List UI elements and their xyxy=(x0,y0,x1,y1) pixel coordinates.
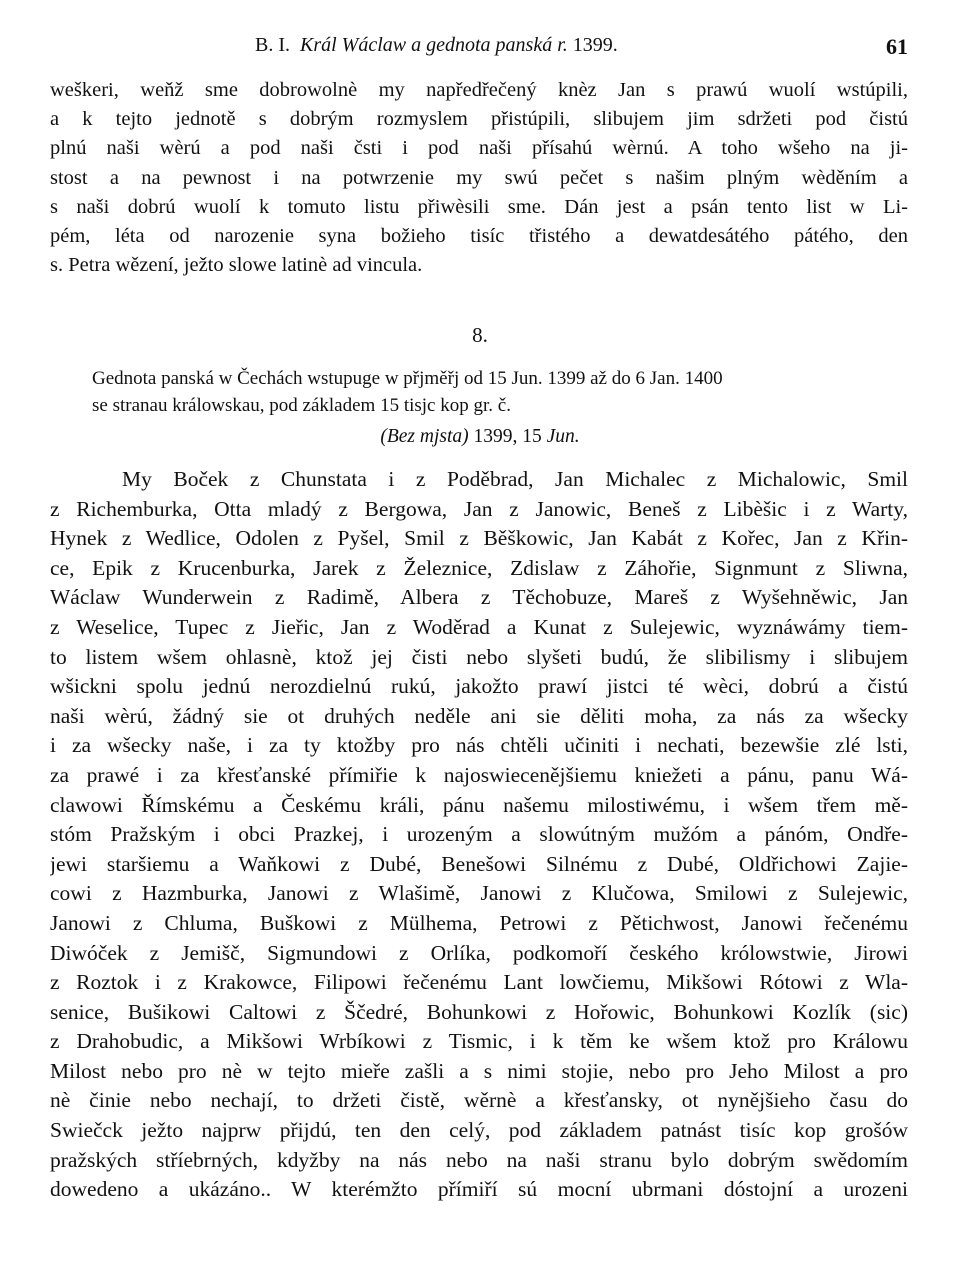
header-prefix: B. I. xyxy=(255,34,290,56)
text-line: senice, Bušikowi Caltowi z Ščedré, Bohunkowi z Hořowic, Bohunkowi Kozlík (sic) xyxy=(50,999,908,1024)
text-line: wšickni spolu jednú nerozdielnú rukú, jakožto prawí jistci té wèci, dobrú a čistú xyxy=(50,674,908,699)
text-line: Hynek z Wedlice, Odolen z Pyšel, Smil z Běškowic, Jan Kabát z Kořec, Jan z Křin- xyxy=(50,526,908,551)
text-line: z Richemburka, Otta mladý z Bergowa, Jan z Janowic, Beneš z Libèšic i z Warty, xyxy=(50,496,908,521)
text-line: za prawé i za křesťanské přímiřie k najoswiecenějšiemu kniežeti a pánu, panu Wá- xyxy=(50,762,908,787)
text-line: pražských stříebrných, kdyžby na nás nebo na naši stranu bylo dobrým swědomím xyxy=(50,1147,908,1172)
paragraph-2 xyxy=(50,465,908,1205)
paragraph-1 xyxy=(50,76,908,280)
dateline-place: (Bez mjsta) xyxy=(380,426,469,447)
document-summary xyxy=(50,365,908,419)
text-line: jewi staršiemu a Waňkowi z Dubé, Benešowi Silnému z Dubé, Oldřichowi Zajie- xyxy=(50,851,908,876)
text-line: pém, léta od narozenie syna božieho tisíc třistého a dewatdesátého pátého, den xyxy=(50,224,908,247)
text-line: Janowi z Chluma, Buškowi z Mülhema, Petrowi z Pětichwost, Janowi řečenému xyxy=(50,910,908,935)
text-line: ce, Epik z Krucenburka, Jarek z Železnice, Zdislaw z Záhořie, Signmunt z Sliwna, xyxy=(50,555,908,580)
running-header xyxy=(50,34,908,64)
text-line: s. Petra wězení, ježto slowe latinè ad vincula. xyxy=(50,254,423,277)
text-line: z Roztok i z Krakowce, Filipowi řečenému Lant lowčiemu, Mikšowi Rótowi z Wla- xyxy=(50,970,908,995)
text-line: i za wšecky naše, i za ty ktožby pro nás chtěli učiniti i nechati, bezewšie zlé lsti, xyxy=(50,733,908,758)
text-line: Diwóček z Jemišč, Sigmundowi z Orlíka, podkomoří českého królowstwie, Jirowi xyxy=(50,940,908,965)
text-line: clawowi Římskému a Českému králi, pánu našemu milostiwému, i wšem třem mě- xyxy=(50,792,908,817)
text-line: cowi z Hazmburka, Janowi z Wlašimě, Janowi z Klučowa, Smilowi z Sulejewic, xyxy=(50,881,908,906)
header-title xyxy=(255,34,618,57)
dateline xyxy=(0,426,960,448)
section-number: 8. xyxy=(472,323,488,347)
text-line: dowedeno a ukázáno.. W kterémžto přímiří sú mocní ubrmani dóstojní a urozeni xyxy=(50,1177,908,1202)
text-line: z Drahobudic, a Mikšowi Wrbíkowi z Tismic, i k těm ke wšem ktož pro Králowu xyxy=(50,1029,908,1054)
text-line: weškeri, weňž sme dobrowolnè my napředřečený knèz Jan s prawú wuolí wstúpili, xyxy=(50,79,908,101)
header-title-italic: Král Wáclaw a gednota panská r. xyxy=(300,34,568,56)
text-line: Wáclaw Wunderwein z Radimě, Albera z Těchobuze, Mareš z Wyšehněwic, Jan xyxy=(50,585,908,610)
page-number: 61 xyxy=(886,34,908,59)
dateline-month: Jun. xyxy=(546,426,580,447)
text-line: stóm Pražským i obci Prazkej, i urozeným a slowútným mužóm a pánóm, Ondře- xyxy=(50,822,908,847)
text-line: plnú naši wèrú a pod naši čsti i pod naši přísahú wèrnú. A toho wšeho na ji- xyxy=(50,137,908,160)
text-line: z Weselice, Tupec z Jieřic, Jan z Woděrad a Kunat z Sulejewic, wyznáwámy tiem- xyxy=(50,614,908,639)
dateline-date: 1399, 15 xyxy=(473,426,542,447)
text-line: Swiečck ježto najprw přijdú, ten den celý, pod základem patnást tisíc kop grošów xyxy=(50,1118,908,1143)
text-line: naši wèrú, žádný sie ot druhých neděle ani sie děliti moha, za nás za wšecky xyxy=(50,703,908,728)
text-line: stost a na pewnost i na potwrzenie my swú pečet s našim plným wèděním a xyxy=(50,166,908,189)
header-year: 1399. xyxy=(572,34,618,56)
summary-line: Gednota panská w Čechách wstupuge w přjměřj od 15 Jun. 1399 až do 6 Jan. 1400 xyxy=(92,368,723,389)
text-line: My Boček z Chunstata i z Poděbrad, Jan Michalec z Michalowic, Smil xyxy=(122,467,908,491)
text-line: a k tejto jednotě s dobrým rozmyslem přistúpili, slibujem jim sdržeti pod čistú xyxy=(50,108,908,131)
text-line: Milost nebo pro nè w tejto mieře zašli a s nimi stojie, nebo pro Jeho Milost a pro xyxy=(50,1058,908,1083)
summary-line: se stranau králowskau, pod základem 15 tisjc kop gr. č. xyxy=(92,395,511,416)
text-line: nè činie nebo nechají, to držeti čistě, wěrnè a křesťansky, ot nynějšieho času do xyxy=(50,1088,908,1113)
text-line: to listem wšem ohlasnè, ktož jej čisti nebo slyšeti budú, že slibilismy i slibujem xyxy=(50,644,908,669)
text-line: s naši dobrú wuolí k tomuto listu přiwèsili sme. Dán jest a psán tento list w Li- xyxy=(50,195,908,218)
